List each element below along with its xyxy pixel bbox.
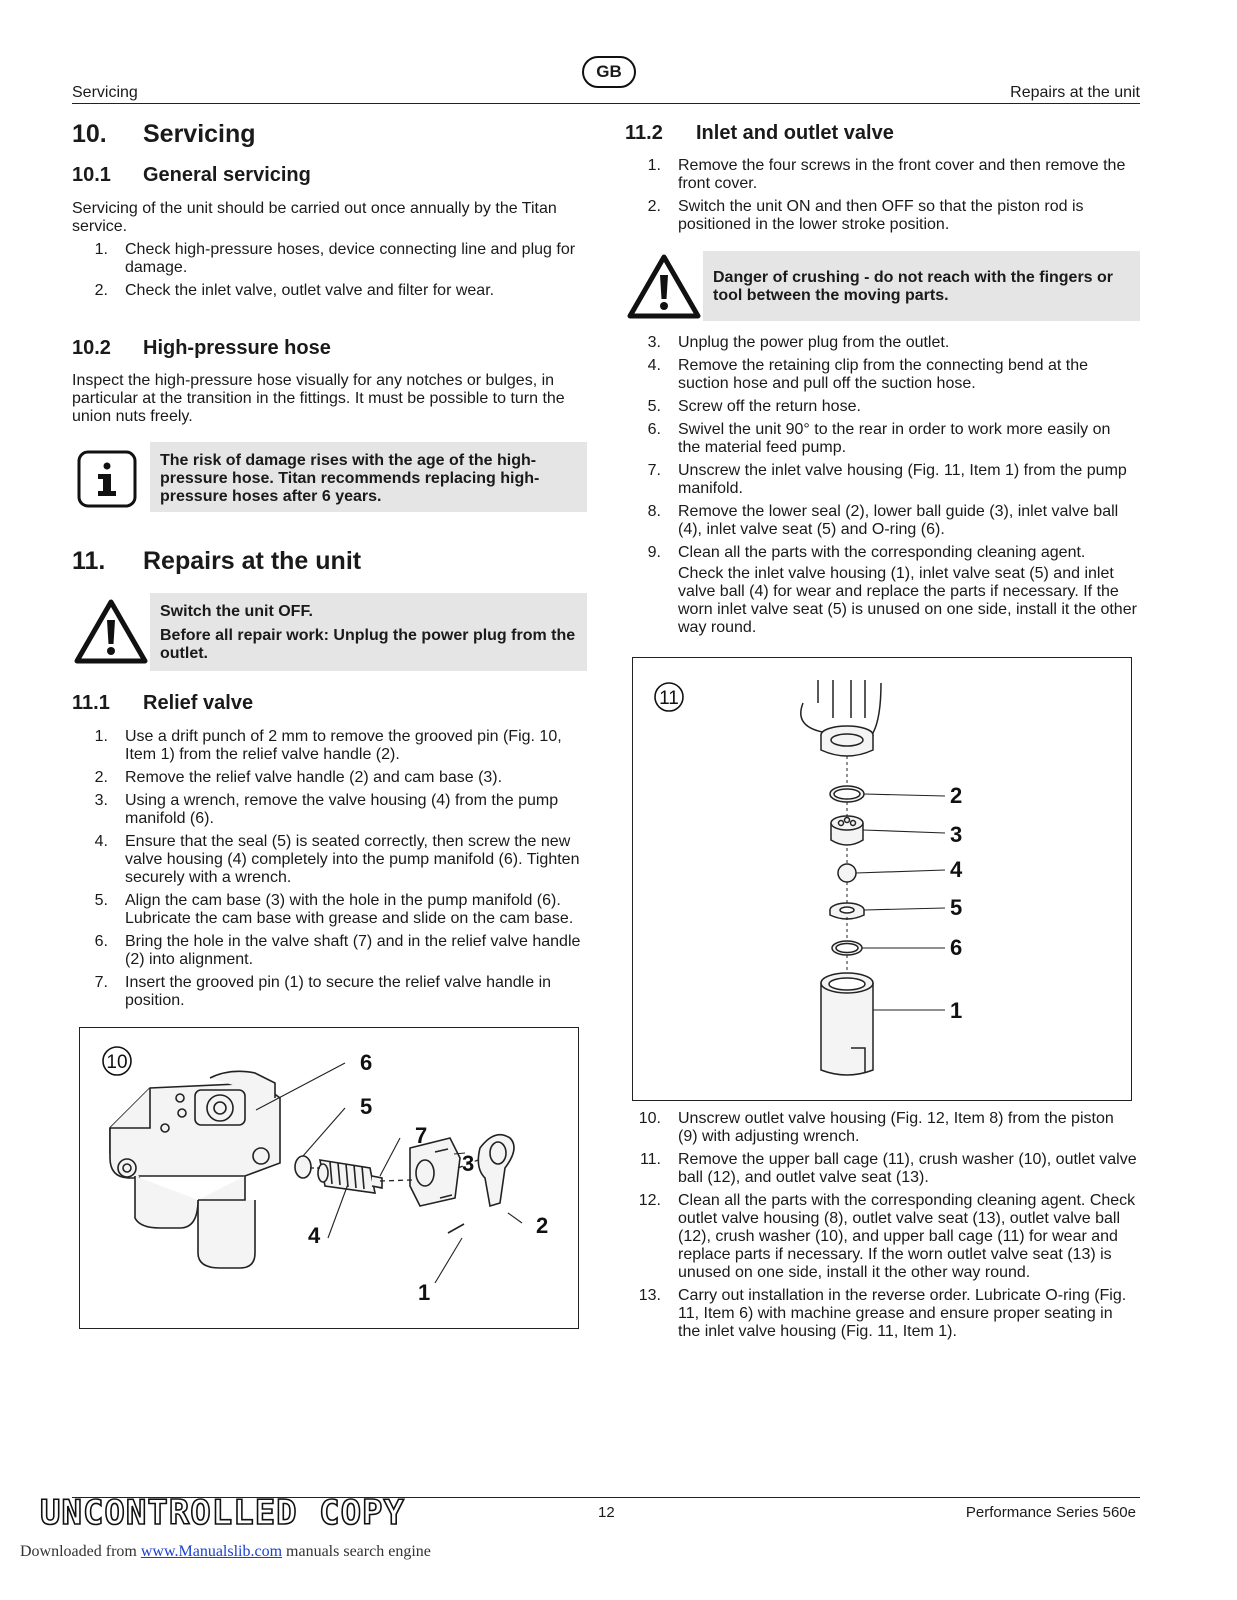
list-item: Check the inlet valve housing (1), inlet valve seat (5) and inlet valve ball (4) for wear and replace the parts if necessary. If the worn inlet valve seat (5) is unused on one side, install it the other way round. bbox=[678, 565, 1137, 636]
list-item: 4. Remove the retaining clip from the connecting bend at the suction hose and pull off the suction hose. bbox=[647, 357, 1089, 392]
list-item: 7. Unscrew the inlet valve housing (Fig. 11, Item 1) from the pump manifold. bbox=[647, 462, 1127, 497]
danger-note: Danger of crushing - do not reach with the fingers or tool between the moving parts. bbox=[703, 251, 1140, 321]
callout-5: 5 bbox=[360, 1094, 373, 1119]
language-badge: GB bbox=[582, 56, 636, 88]
list-item: 6. Swivel the unit 90° to the rear in order to work more easily on the material feed pump. bbox=[647, 421, 1111, 456]
info-icon bbox=[76, 449, 138, 509]
list-item: 1. Check high-pressure hoses, device connecting line and plug for damage. bbox=[94, 241, 576, 276]
callout-7: 7 bbox=[415, 1123, 428, 1148]
list-item: 3. Using a wrench, remove the valve housing (4) from the pump manifold (6). bbox=[94, 792, 559, 827]
callout-2: 2 bbox=[950, 783, 963, 808]
figure-10 bbox=[79, 1027, 579, 1329]
list-item: 2. Check the inlet valve, outlet valve and filter for wear. bbox=[94, 282, 495, 299]
seal bbox=[295, 1156, 311, 1178]
product-name: Performance Series 560e bbox=[965, 1504, 1136, 1521]
callout-5: 5 bbox=[950, 895, 963, 920]
list-item: 2. Remove the relief valve handle (2) and cam base (3). bbox=[94, 769, 503, 786]
download-line: Downloaded from www.Manualslib.com manuals search engine bbox=[20, 1543, 431, 1560]
figure-11 bbox=[632, 657, 1132, 1101]
list-item: 3. Unplug the power plug from the outlet. bbox=[647, 334, 950, 351]
section-11-1-steps bbox=[72, 728, 588, 1015]
list-item: 13. Carry out installation in the reverse order. Lubricate O-ring (Fig. 11, Item 6) with machine grease and ensure proper seating in the inlet valve housing (Fig. 11, Item 1). bbox=[638, 1287, 1127, 1340]
uncontrolled-copy-stamp: UNCONTROLLED COPY bbox=[40, 1493, 405, 1533]
list-item: 2. Switch the unit ON and then OFF so that the piston rod is positioned in the lower stroke position. bbox=[647, 198, 1084, 233]
callout-3: 3 bbox=[950, 822, 963, 847]
list-item: 9. Clean all the parts with the corresponding cleaning agent. bbox=[647, 544, 1086, 561]
callout-6: 6 bbox=[360, 1050, 373, 1075]
section-10-heading: 10. Servicing bbox=[72, 120, 256, 148]
callout-2: 2 bbox=[536, 1213, 549, 1238]
callout-4: 4 bbox=[308, 1223, 321, 1248]
warning-triangle-icon bbox=[627, 253, 701, 319]
manualslib-link[interactable]: www.Manualslib.com bbox=[140, 1543, 283, 1560]
list-item: 1. Use a drift punch of 2 mm to remove the grooved pin (Fig. 10, Item 1) from the relief valve handle (2). bbox=[94, 728, 562, 763]
section-10-1-heading: 10.1 General servicing bbox=[72, 164, 311, 186]
relief-valve-exploded-drawing bbox=[80, 1028, 580, 1330]
warning-note: Switch the unit OFF. Before all repair work: Unplug the power plug from the outlet. bbox=[150, 593, 587, 671]
section-10-2-text: Inspect the high-pressure hose visually for any notches or bulges, in particular at the transition in the fittings. It must be possible to turn the union nuts freely. bbox=[72, 372, 565, 425]
list-item: 4. Ensure that the seal (5) is seated correctly, then screw the new valve housing (4) completely into the pump manifold (6). Tighten securely with a wrench. bbox=[94, 833, 580, 886]
header-right: Repairs at the unit bbox=[1010, 84, 1140, 101]
section-11-1-heading: 11.1 Relief valve bbox=[72, 692, 254, 714]
callout-3: 3 bbox=[462, 1151, 475, 1176]
header-rule bbox=[72, 103, 1140, 104]
grooved-pin bbox=[448, 1224, 464, 1233]
callout-6: 6 bbox=[950, 935, 963, 960]
section-11-2-steps-a bbox=[625, 157, 1135, 239]
figure-number: 11 bbox=[659, 688, 679, 709]
section-10-1-steps bbox=[72, 241, 582, 305]
header-left: Servicing bbox=[72, 84, 138, 101]
list-item: 5. Align the cam base (3) with the hole in the pump manifold (6). Lubricate the cam base with grease and slide on the cam base. bbox=[94, 892, 574, 927]
list-item: 12. Clean all the parts with the corresponding cleaning agent. Check outlet valve housing (8), outlet valve seat (13), outlet valve ball (12), crush washer (10), and upper ball cage (11) for wear and replace parts if necessary. If the worn outlet valve seat (13) is unused on one side, install it the other way round. bbox=[638, 1192, 1136, 1281]
list-item: 11. Remove the upper ball cage (11), crush washer (10), outlet valve ball (12), and outlet valve seat (13). bbox=[639, 1151, 1137, 1186]
figure-number: 10 bbox=[106, 1052, 128, 1073]
pump-manifold bbox=[110, 1071, 280, 1268]
section-11-2-steps-c bbox=[625, 1110, 1137, 1346]
inlet-valve-ball bbox=[838, 864, 856, 882]
callout-1: 1 bbox=[950, 998, 963, 1023]
list-item: 1. Remove the four screws in the front cover and then remove the front cover. bbox=[647, 157, 1126, 192]
page-number: 12 bbox=[598, 1504, 615, 1521]
info-note: The risk of damage rises with the age of the high-pressure hose. Titan recommends replacing high-pressure hoses after 6 years. bbox=[150, 442, 587, 512]
warning-triangle-icon bbox=[74, 598, 148, 664]
list-item: 6. Bring the hole in the valve shaft (7) and in the relief valve handle (2) into alignment. bbox=[94, 933, 581, 968]
list-item: 8. Remove the lower seal (2), lower ball guide (3), inlet valve ball (4), inlet valve seat (5) and O-ring (6). bbox=[647, 503, 1119, 538]
callout-4: 4 bbox=[950, 857, 963, 882]
inlet-valve-exploded-drawing bbox=[633, 658, 1133, 1102]
list-item: 10. Unscrew outlet valve housing (Fig. 12, Item 8) from the piston (9) with adjusting wrench. bbox=[638, 1110, 1114, 1145]
section-11-2-heading: 11.2 Inlet and outlet valve bbox=[625, 122, 894, 144]
section-10-2-heading: 10.2 High-pressure hose bbox=[72, 337, 331, 359]
callout-1: 1 bbox=[418, 1280, 431, 1305]
section-10-1-intro: Servicing of the unit should be carried out once annually by the Titan service. bbox=[72, 200, 557, 235]
section-11-heading: 11. Repairs at the unit bbox=[72, 547, 362, 575]
list-item: 5. Screw off the return hose. bbox=[647, 398, 861, 415]
list-item: 7. Insert the grooved pin (1) to secure the relief valve handle in position. bbox=[94, 974, 552, 1009]
section-11-2-steps-b bbox=[625, 334, 1137, 642]
